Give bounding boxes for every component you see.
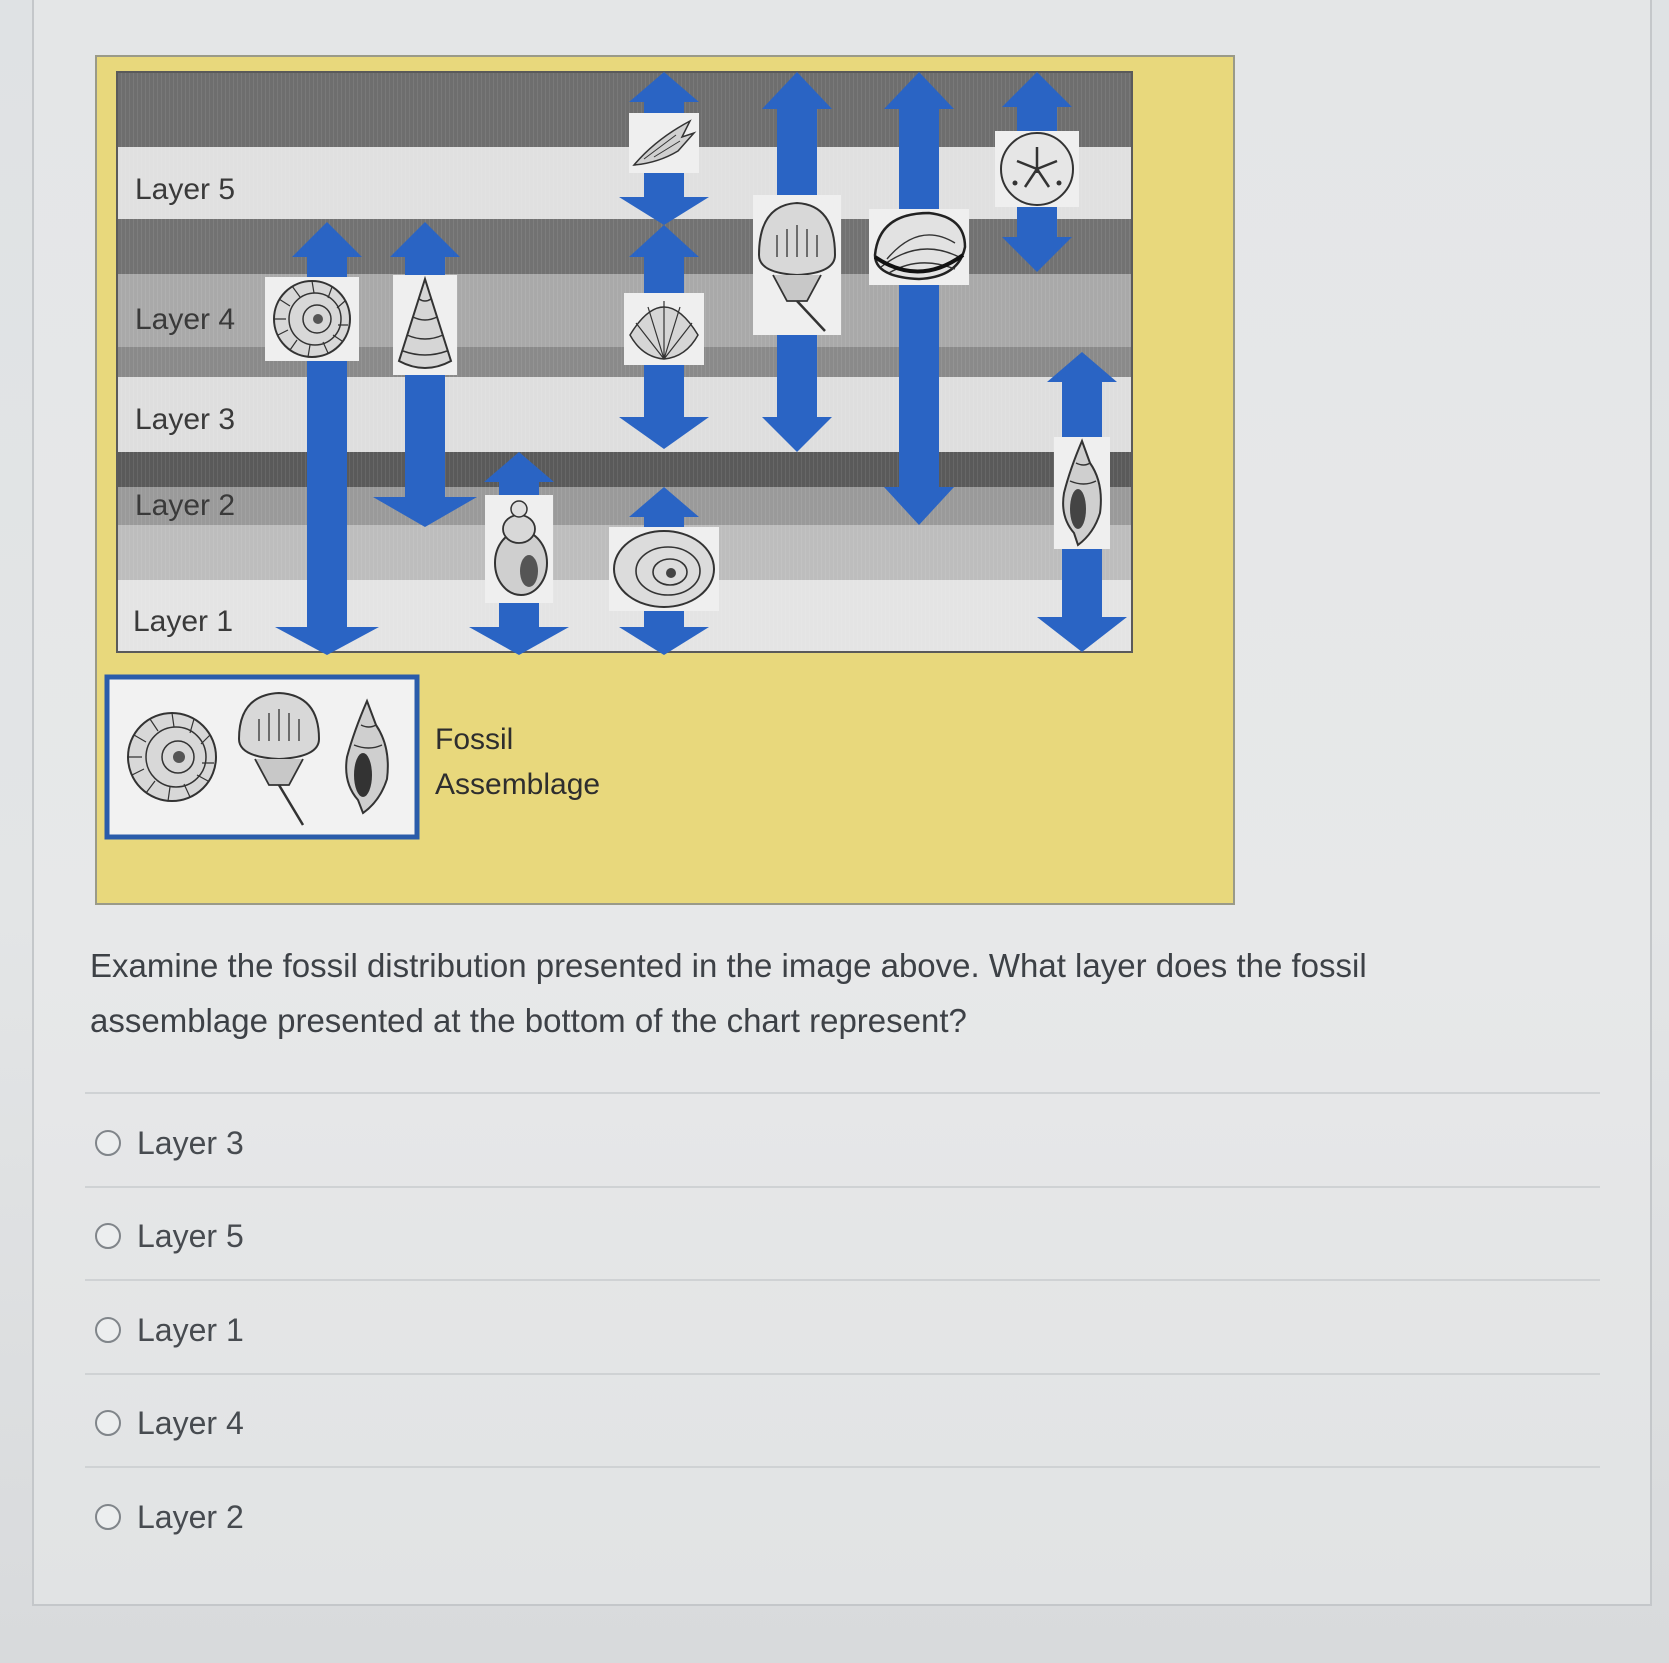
layer-label-2: Layer 2 — [135, 489, 236, 522]
spiral-shell-icon — [609, 527, 719, 611]
option-label: Layer 4 — [137, 1404, 244, 1441]
divider — [85, 1279, 1600, 1281]
radio-button[interactable] — [95, 1410, 121, 1436]
layer-label-1: Layer 1 — [133, 605, 234, 638]
radio-button[interactable] — [95, 1223, 121, 1249]
answer-option-layer-3[interactable] — [95, 1113, 695, 1173]
answer-option-layer-1[interactable] — [95, 1300, 695, 1360]
scallop-icon — [624, 293, 704, 365]
snail-icon — [485, 495, 553, 603]
ammonite-icon — [265, 277, 359, 361]
question-text: Examine the fossil distribution presented in the image above. What layer does the fossil assemblage presented at the bottom of the chart represent? — [90, 947, 1367, 1039]
answer-option-layer-5[interactable] — [95, 1206, 695, 1266]
cone-shell-icon — [393, 275, 457, 375]
assemblage-box — [107, 677, 417, 837]
horseshoe-crab-icon — [753, 195, 841, 335]
radio-button[interactable] — [95, 1317, 121, 1343]
fossil-chart-svg — [97, 57, 1233, 903]
answer-option-layer-2[interactable] — [95, 1487, 695, 1547]
radio-button[interactable] — [95, 1504, 121, 1530]
layer-label-3: Layer 3 — [135, 403, 236, 436]
conch-icon — [629, 113, 699, 173]
option-label: Layer 1 — [137, 1311, 244, 1348]
divider — [85, 1466, 1600, 1468]
assemblage-label-line2: Assemblage — [435, 768, 601, 801]
whelk-icon — [1054, 437, 1110, 549]
divider — [85, 1092, 1600, 1094]
clam-icon — [869, 209, 969, 285]
option-label: Layer 3 — [137, 1124, 244, 1161]
sand-dollar-icon — [995, 131, 1079, 207]
option-label: Layer 2 — [137, 1498, 244, 1535]
fossil-distribution-figure — [95, 55, 1235, 905]
divider — [85, 1373, 1600, 1375]
divider — [85, 1186, 1600, 1188]
answer-option-layer-4[interactable] — [95, 1393, 695, 1453]
layer-label-4: Layer 4 — [135, 303, 236, 336]
assemblage-ammonite-icon — [128, 713, 216, 801]
radio-button[interactable] — [95, 1130, 121, 1156]
layer-label-5: Layer 5 — [135, 173, 236, 206]
option-label: Layer 5 — [137, 1217, 244, 1254]
assemblage-label-line1: Fossil — [435, 723, 514, 756]
